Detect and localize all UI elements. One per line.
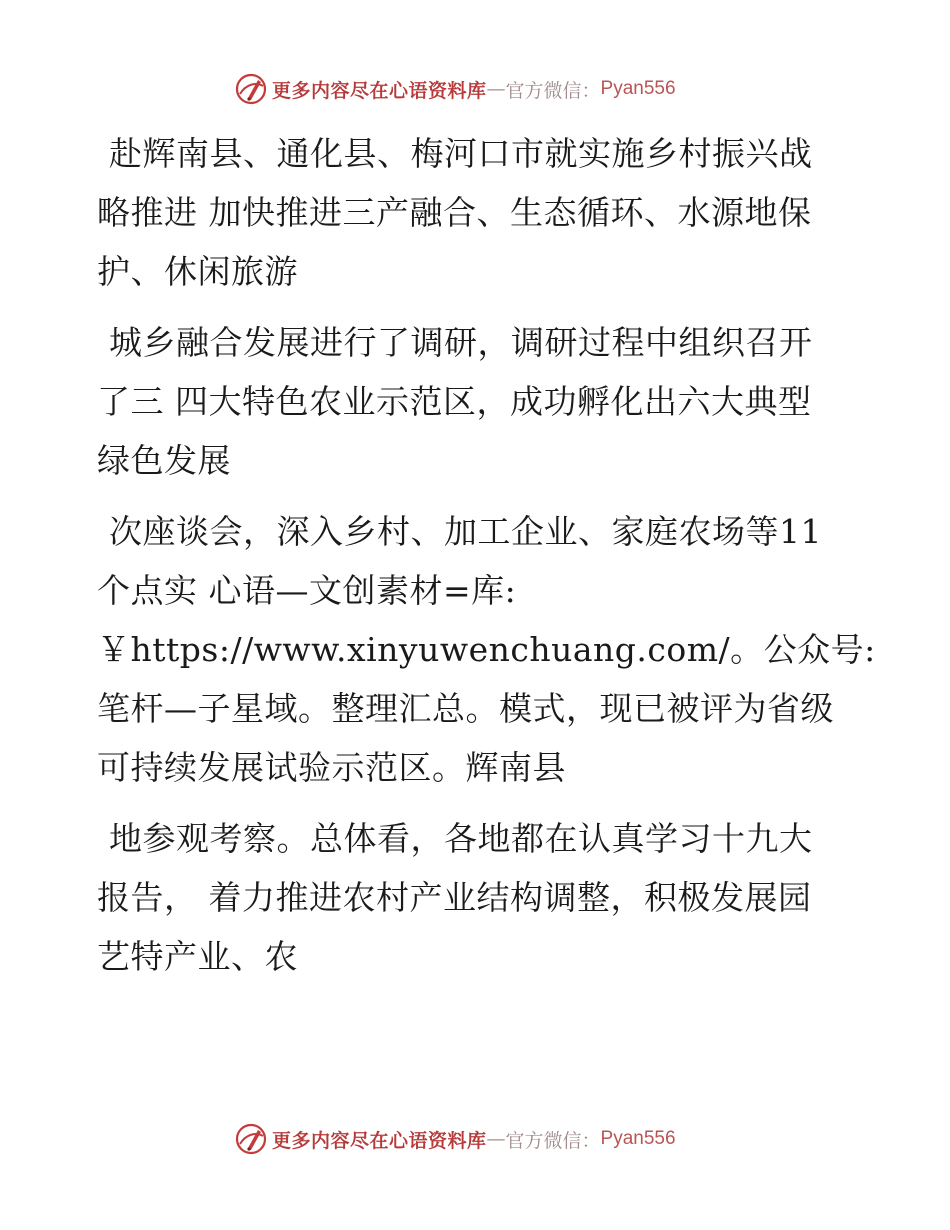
footer-brand-text: 更多内容尽在心语资料库 [272,1129,487,1152]
text-line: 城乡融合发展进行了调研，调研过程中组织召开 [109,323,813,362]
text-line: 了三 四大特色农业示范区，成功孵化出六大典型 [97,382,812,421]
text-line: 艺特产业、农 [97,937,298,976]
footer-account-id: Pyan556 [600,1128,676,1149]
text-line: 略推进 加快推进三产融合、生态循环、水源地保 [97,193,812,232]
pen-swirl-logo-icon [234,1122,268,1156]
paragraph-3 [97,502,876,797]
text-line: 地参观考察。总体看，各地都在认真学习十九大 [109,819,813,858]
paragraph-2 [97,313,857,490]
header-account-id: Pyan556 [600,78,676,99]
footer-official-label: 官方微信： [505,1129,601,1152]
footer-banner [234,1122,676,1156]
text-line: 笔杆—子星域。整理汇总。模式，现已被评为省级 [97,689,834,728]
text-line: 报告， 着力推进农村产业结构调整，积极发展园 [97,878,812,917]
text-line: 护、休闲旅游 [97,252,298,291]
header-banner [234,72,676,106]
text-line: 可持续发展试验示范区。辉南县 [97,748,566,787]
body-content [97,124,876,998]
url-text-line: ￥https://www.xinyuwenchuang.com/。公众号: [97,630,876,669]
header-official-label: 官方微信： [505,79,601,102]
text-line: 次座谈会，深入乡村、加工企业、家庭农场等11 [109,512,822,551]
text-line: 赴辉南县、通化县、梅河口市就实施乡村振兴战 [109,134,813,173]
header-dash: — [486,78,506,100]
paragraph-4 [97,809,857,986]
header-brand-text: 更多内容尽在心语资料库 [272,79,487,102]
text-line: 绿色发展 [97,441,231,480]
paragraph-1 [97,124,857,301]
text-line: 个点实 心语—文创素材=库: [97,571,517,610]
pen-swirl-logo-icon [234,72,268,106]
footer-dash: — [486,1128,506,1150]
